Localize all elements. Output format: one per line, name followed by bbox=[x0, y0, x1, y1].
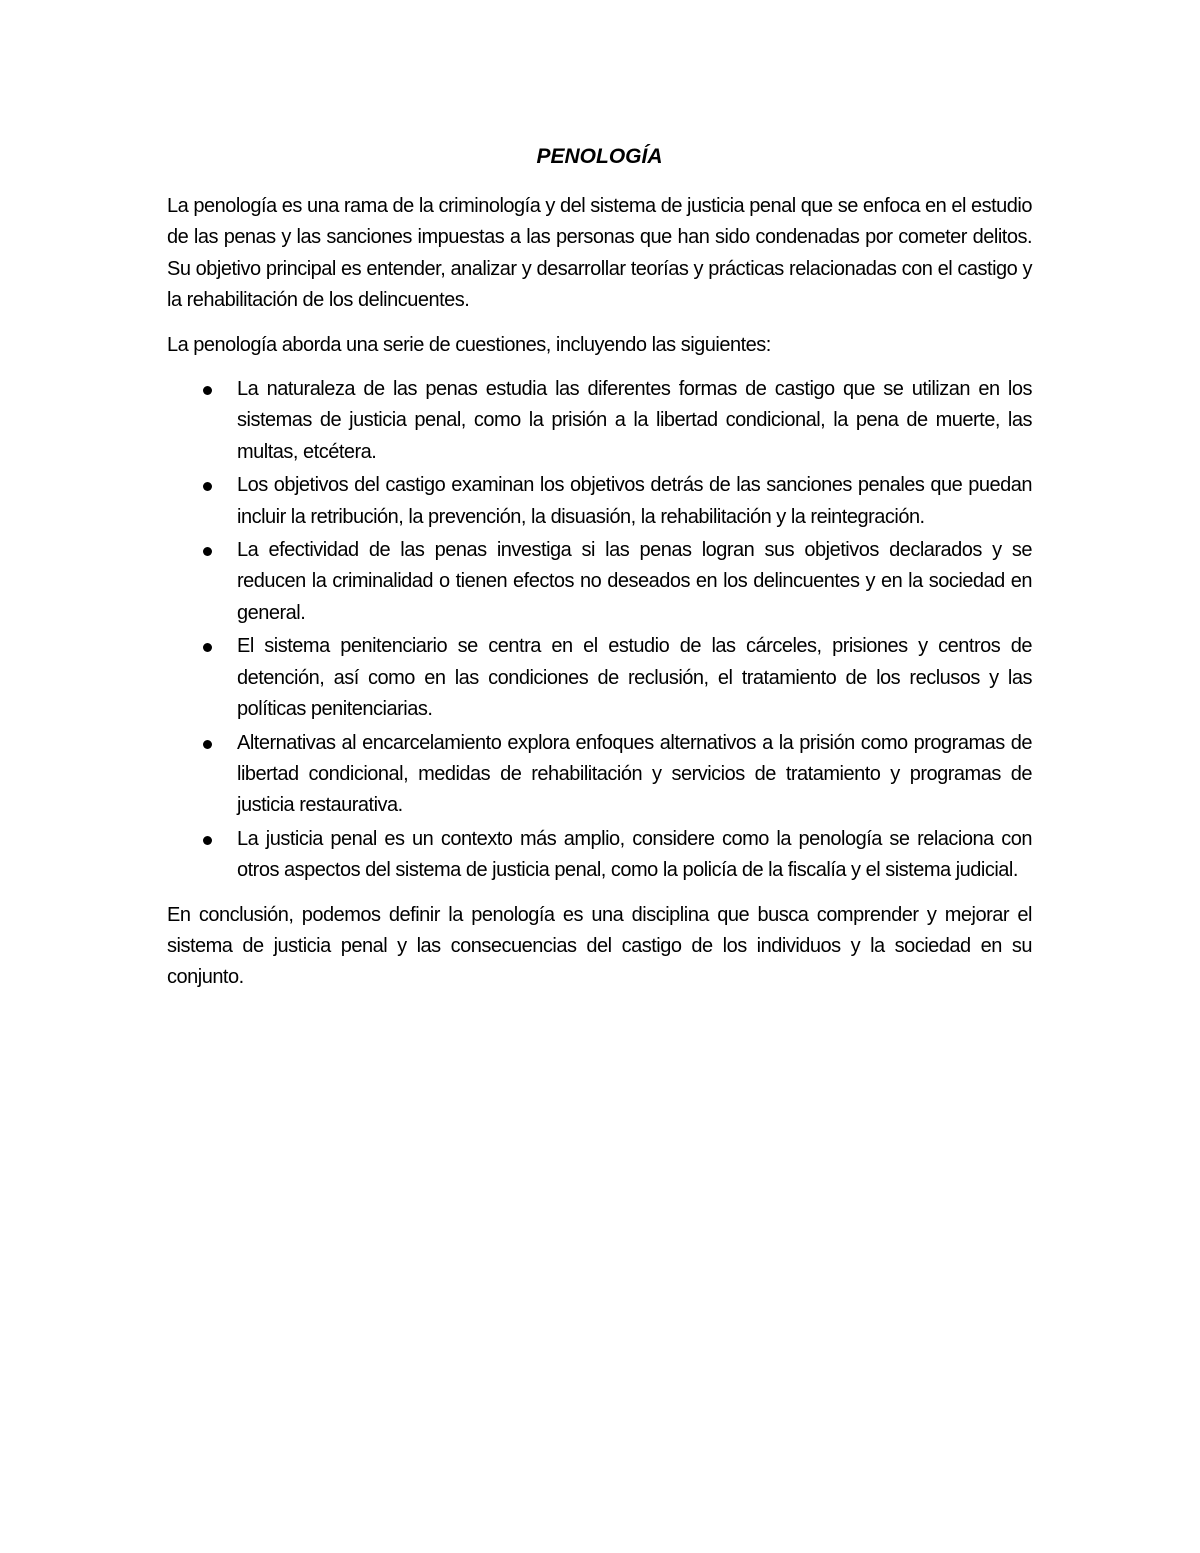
list-item bbox=[167, 535, 1032, 629]
intro-paragraph: La penología es una rama de la criminología y del sistema de justicia penal que se enfoca en el estudio de las penas y las sanciones impuestas a las personas que han sido condenadas por cometer delitos. Su objetivo principal es entender, analizar y desarrollar teorías y prácticas relacionadas con el castigo y la rehabilitación de los delincuentes. bbox=[167, 195, 1032, 312]
list-item-text: Los objetivos del castigo examinan los objetivos detrás de las sanciones penales que puedan incluir la retribución, la prevención, la disuasión, la rehabilitación y la reintegración. bbox=[237, 474, 1032, 528]
list-item bbox=[167, 374, 1032, 468]
list-item-text: La justicia penal es un contexto más amplio, considere como la penología se relaciona con otros aspectos del sistema de justicia penal, como la policía de la fiscalía y el sistema judicial. bbox=[237, 827, 1032, 882]
list-item bbox=[167, 728, 1032, 822]
list-item bbox=[167, 631, 1032, 725]
document-title: PENOLOGÍA bbox=[536, 145, 663, 168]
list-item-text: La efectividad de las penas investiga si las penas logran sus objetivos declarados y se reducen la criminalidad o tienen efectos no deseados en los delincuentes y en la sociedad en general. bbox=[237, 539, 1032, 624]
list-item bbox=[167, 470, 1032, 533]
bullet-icon bbox=[203, 482, 212, 491]
list-item-text: El sistema penitenciario se centra en el estudio de las cárceles, prisiones y centros de detención, así como en las condiciones de reclusión, el tratamiento de los reclusos y las políticas penitenciarias. bbox=[237, 635, 1032, 721]
conclusion-paragraph: En conclusión, podemos definir la penología es una disciplina que busca comprender y mejorar el sistema de justicia penal y las consecuencias del castigo de los individuos y la sociedad en su conjunto. bbox=[167, 903, 1032, 989]
list-item-text: La naturaleza de las penas estudia las diferentes formas de castigo que se utilizan en los sistemas de justicia penal, como la prisión a la libertad condicional, la pena de muerte, las multas, etcétera. bbox=[237, 378, 1032, 463]
document-page bbox=[167, 140, 1032, 1007]
list-item-text: Alternativas al encarcelamiento explora enfoques alternativos a la prisión como programas de libertad condicional, medidas de rehabilitación y servicios de tratamiento y programas de justicia restaurativa. bbox=[237, 731, 1032, 817]
bullet-icon bbox=[203, 740, 212, 749]
list-intro-paragraph: La penología aborda una serie de cuestiones, incluyendo las siguientes: bbox=[167, 333, 771, 356]
topics-list bbox=[167, 374, 1032, 887]
bullet-icon bbox=[203, 547, 212, 556]
bullet-icon bbox=[203, 643, 212, 652]
list-item bbox=[167, 824, 1032, 887]
bullet-icon bbox=[203, 386, 212, 395]
bullet-icon bbox=[203, 836, 212, 845]
